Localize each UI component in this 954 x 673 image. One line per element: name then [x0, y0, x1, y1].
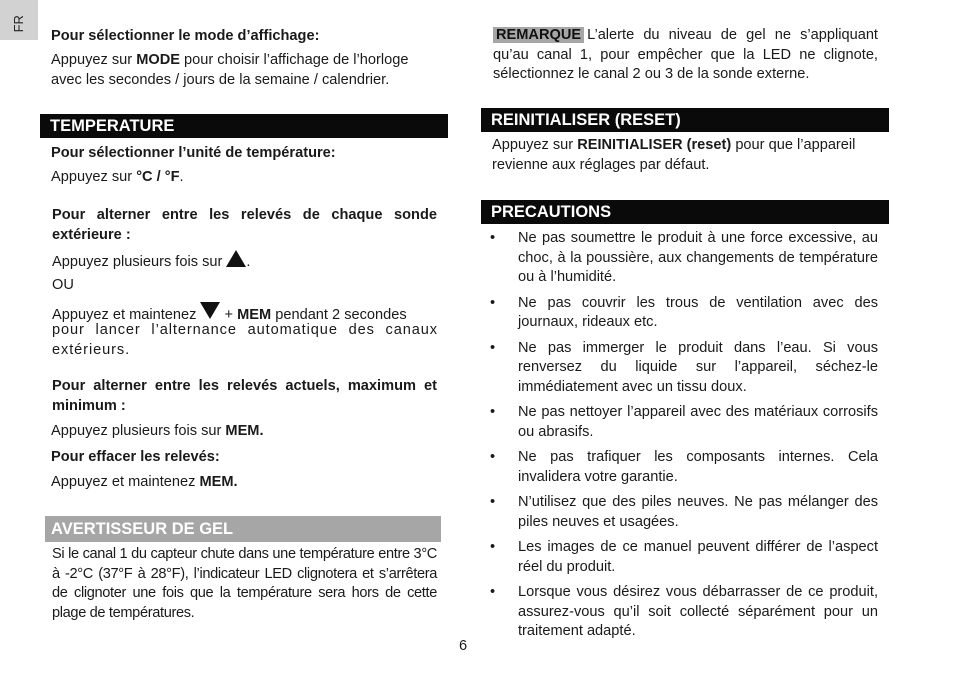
reset-key: REINITIALISER (reset) — [577, 137, 732, 153]
list-item: • Les images de ce manuel peuvent différer de l’aspect réel du produit. — [490, 539, 878, 575]
display-mode-text: Appuyez sur MODE pour choisir l’affichage de l’horloge avec les secondes / jours de la semaine / calendrier. — [51, 52, 409, 88]
list-item: • Lorsque vous désirez vous débarrasser de ce produit, assurez-vous qu’il soit collecté séparément pour un traitement adapté. — [490, 584, 878, 639]
up-arrow-icon — [226, 250, 246, 267]
mode-key: MODE — [136, 52, 180, 68]
press-up-text: Appuyez plusieurs fois sur . — [52, 250, 250, 273]
reset-text: Appuyez sur REINITIALISER (reset) pour que l’appareil revienne aux réglages par défaut. — [492, 137, 856, 173]
unit-text: Appuyez sur °C / °F. — [51, 169, 184, 185]
minmax-text: Appuyez plusieurs fois sur MEM. — [51, 423, 264, 439]
precautions-section-header: PRECAUTIONS — [481, 200, 889, 224]
minmax-heading: Pour alterner entre les relevés actuels, maximum et minimum : — [52, 378, 437, 414]
clear-text: Appuyez et maintenez MEM. — [51, 474, 238, 490]
precautions-list — [489, 229, 878, 642]
remark-note: REMARQUE L’alerte du niveau de gel ne s’appliquant qu’au canal 1, pour empêcher que la LED ne clignote, sélectionnez le canal 2 ou 3 de la sonde externe. — [493, 27, 878, 82]
list-item: • Ne pas trafiquer les composants internes. Cela invalidera votre garantie. — [490, 449, 878, 485]
hold-down-text: Appuyez et maintenez + MEM pendant 2 secondes — [52, 302, 438, 326]
down-arrow-icon — [200, 302, 220, 319]
list-item: • Ne pas soumettre le produit à une force excessive, au choc, à la poussière, aux changements de température ou à l’humidité. — [490, 230, 878, 285]
page-number: 6 — [459, 638, 468, 654]
list-item: • Ne pas immerger le produit dans l’eau. Si vous renversez du liquide sur l’appareil, séchez-le immédiatement avec un tissu doux. — [490, 339, 878, 395]
display-mode-heading: Pour sélectionner le mode d’affichage: — [51, 28, 320, 44]
list-item: • Ne pas nettoyer l’appareil avec des matériaux corrosifs ou abrasifs. — [490, 404, 878, 440]
list-item: • N’utilisez que des piles neuves. Ne pas mélanger des piles neuves et usagées. — [490, 494, 878, 530]
unit-key: °C / °F — [136, 169, 180, 185]
alternate-probe-heading: Pour alterner entre les relevés de chaque sonde extérieure : — [52, 207, 437, 243]
frost-alert-section-header: AVERTISSEUR DE GEL — [45, 516, 441, 542]
frost-alert-text: Si le canal 1 du capteur chute dans une température entre 3°C à -2°C (37°F à 28°F), l’indicateur LED clignotera et s’arrêtera de clignoter une fois que la température sera hors de cette plage de températures. — [52, 546, 437, 621]
language-tab-label: FR — [10, 15, 26, 33]
hold-down-text-continued: pour lancer l’alternance automatique des canaux extérieurs. — [52, 322, 438, 358]
temperature-section-header: TEMPERATURE — [40, 114, 448, 138]
unit-heading: Pour sélectionner l’unité de température: — [51, 145, 336, 161]
or-text: OU — [52, 277, 74, 293]
list-item: • Ne pas couvrir les trous de ventilation avec des journaux, rideaux etc. — [490, 294, 878, 330]
reset-section-header: REINITIALISER (RESET) — [481, 108, 889, 132]
clear-heading: Pour effacer les relevés: — [51, 449, 220, 465]
language-tab — [0, 0, 38, 40]
remark-badge: REMARQUE — [493, 27, 584, 43]
mem-key: MEM — [237, 307, 272, 323]
